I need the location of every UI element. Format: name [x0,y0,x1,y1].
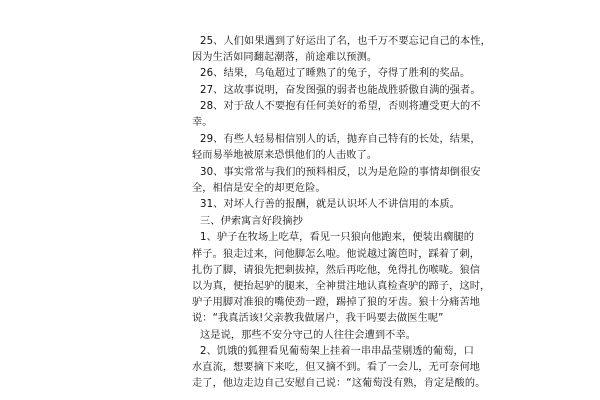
paragraph-line: 25、人们如果遇到了好运出了名，也千万不要忘记自己的本性， [200,36,491,47]
paragraph-line: 走了，他边走边自己安慰自己说：“这葡萄没有熟，肯定是酸的。 [192,378,486,389]
paragraph-line: 驴子用脚对准狼的嘴使劲一蹬，踢掉了狼的牙齿。狼十分痛苦地 [192,297,481,308]
paragraph-line: 样子。狼走过来，问他脚怎么啦。他说越过篱笆时，踩着了刺， [192,249,481,260]
paragraph-line: 2、饥饿的狐狸看见葡萄架上挂着一串串晶莹剔透的葡萄，口 [200,346,475,357]
paragraph-line: 30、事实常常与我们的预料相反，以为是危险的事情却倒很安 [200,167,481,178]
section-heading: 三、伊索寓言好段摘抄 [200,216,303,227]
paragraph-line: 这是说，那些不安分守己的人往往会遭到不幸。 [200,330,417,341]
paragraph-line: 1、驴子在牧场上吃草，看见一只狼向他跑来，便装出瘸腿的 [200,232,475,243]
paragraph-line: 29、有些人轻易相信别人的话，抛弃自己特有的长处，结果， [200,134,481,145]
paragraph-line: 水直流，想要摘下来吃，但又摘不到。看了一会儿，无可奈何地 [192,362,481,373]
paragraph-line: 28、对于敌人不要抱有任何美好的希望，否则将遭受更大的不 [200,101,481,112]
paragraph-line: 27、这故事说明，奋发图强的弱者也能战胜骄傲自满的强者。 [200,85,481,96]
paragraph-line: 扎伤了脚，请狼先把刺拔掉，然后再吃他，免得扎伤喉咙。狼信 [192,265,481,276]
paragraph-line: 因为生活如同翻起潮落，前途难以预测。 [192,52,378,63]
paragraph-line: 说：“我真活该!父亲教我做屠户，我干吗要去做医生呢” [192,313,444,324]
paragraph-line: 全，相信是安全的却更危险。 [192,183,326,194]
paragraph-line: 幸。 [192,117,213,128]
paragraph-line: 31、对坏人行善的报酬，就是认识坏人不讲信用的本质。 [200,199,461,210]
paragraph-line: 以为真，便抬起驴的腿来，全神贯注地认真检查驴的蹄子，这时， [192,281,491,292]
paragraph-line: 轻而易举地被原来恐惧他们的人击败了。 [192,150,378,161]
paragraph-line: 26、结果，乌龟超过了睡熟了的兔子，夺得了胜利的奖品。 [200,68,471,79]
